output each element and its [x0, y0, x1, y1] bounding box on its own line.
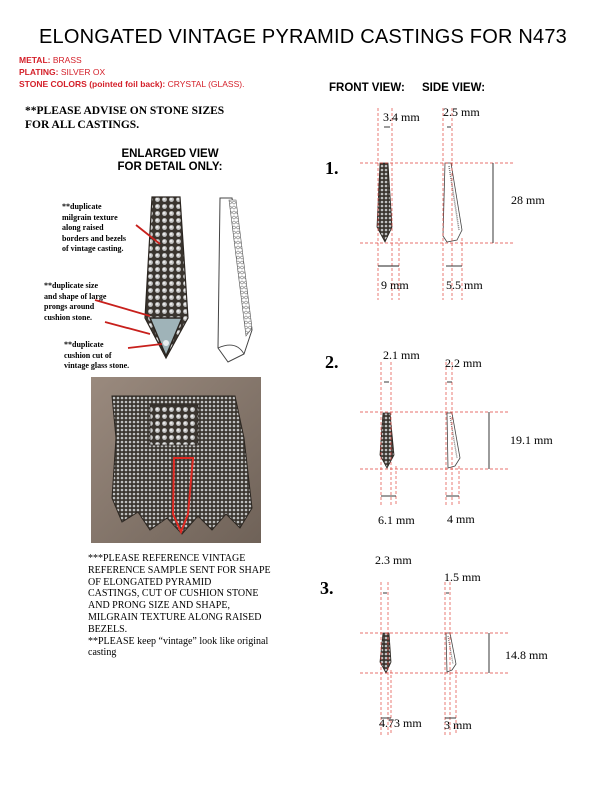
casting-2-height-dim: 19.1 mm	[510, 433, 553, 447]
casting-3-front-view	[380, 633, 391, 673]
spec-stone-colors: STONE COLORS (pointed foil back): CRYSTAL (GLASS).	[19, 79, 245, 89]
casting-1-front-bottom-dim: 9 mm	[381, 278, 409, 292]
leader-prongs-2	[105, 322, 150, 334]
casting-2-number: 2.	[325, 352, 339, 372]
vintage-sample-photo	[91, 377, 261, 543]
casting-1-dimension-lines	[378, 127, 493, 266]
casting-1-side-view	[443, 163, 462, 242]
enlarged-view-heading: ENLARGED VIEW FOR DETAIL ONLY:	[117, 148, 223, 173]
casting-3-height-dim: 14.8 mm	[505, 648, 548, 662]
casting-1-front-view	[377, 163, 392, 242]
casting-3-side-view	[446, 633, 456, 672]
note-cushion-cut: **duplicate cushion cut of vintage glass stone.	[64, 340, 130, 370]
casting-1-front-top-dim: 3.4 mm	[383, 110, 420, 124]
advise-note: **PLEASE ADVISE ON STONE SIZES FOR ALL CASTINGS.	[25, 105, 225, 131]
casting-1-side-bottom-dim: 5.5 mm	[446, 278, 483, 292]
casting-2-side-view	[447, 413, 460, 468]
casting-3-dimension-lines	[381, 593, 489, 718]
enlarged-side-view-sketch	[218, 198, 252, 362]
casting-1-height-dim: 28 mm	[511, 193, 545, 207]
side-view-heading: SIDE VIEW:	[422, 82, 486, 94]
casting-1-side-top-dim: 2.5 mm	[443, 105, 480, 119]
casting-3-number: 3.	[320, 578, 334, 598]
reference-note: ***PLEASE REFERENCE VINTAGE REFERENCE SAMPLE SENT FOR SHAPE OF ELONGATED PYRAMID CASTINGS, CUT OF CUSHION STONE AND PRONG SIZE AND SHAPE, MILGRAIN TEXTURE ALONG RAISED BEZELS. **PLEASE keep “vintage” look like original casting	[88, 553, 271, 659]
casting-2-dimension-lines	[381, 382, 489, 496]
note-prongs: **duplicate size and shape of large prongs around cushion stone.	[44, 281, 107, 322]
casting-3-front-top-dim: 2.3 mm	[375, 553, 412, 567]
spec-plating: PLATING: SILVER OX	[19, 67, 106, 77]
casting-2-side-bottom-dim: 4 mm	[447, 512, 475, 526]
casting-3-side-top-dim: 1.5 mm	[444, 570, 481, 584]
casting-2-front-top-dim: 2.1 mm	[383, 348, 420, 362]
enlarged-front-view-image	[145, 197, 188, 358]
casting-3-side-bottom-dim: 3 mm	[444, 718, 472, 732]
spec-metal: METAL: BRASS	[19, 55, 82, 65]
casting-1-number: 1.	[325, 158, 339, 178]
leader-cushion-cut	[128, 344, 162, 348]
casting-2-front-view	[380, 413, 394, 468]
page-title: ELONGATED VINTAGE PYRAMID CASTINGS FOR N473	[39, 26, 567, 48]
leader-prongs	[95, 300, 150, 316]
casting-3-front-bottom-dim: 4.73 mm	[379, 716, 422, 730]
note-milgrain: **duplicate milgrain texture along raised borders and bezels of vintage casting.	[62, 202, 126, 253]
casting-2-side-top-dim: 2.2 mm	[445, 356, 482, 370]
front-view-heading: FRONT VIEW:	[329, 82, 405, 94]
casting-2-front-bottom-dim: 6.1 mm	[378, 513, 415, 527]
